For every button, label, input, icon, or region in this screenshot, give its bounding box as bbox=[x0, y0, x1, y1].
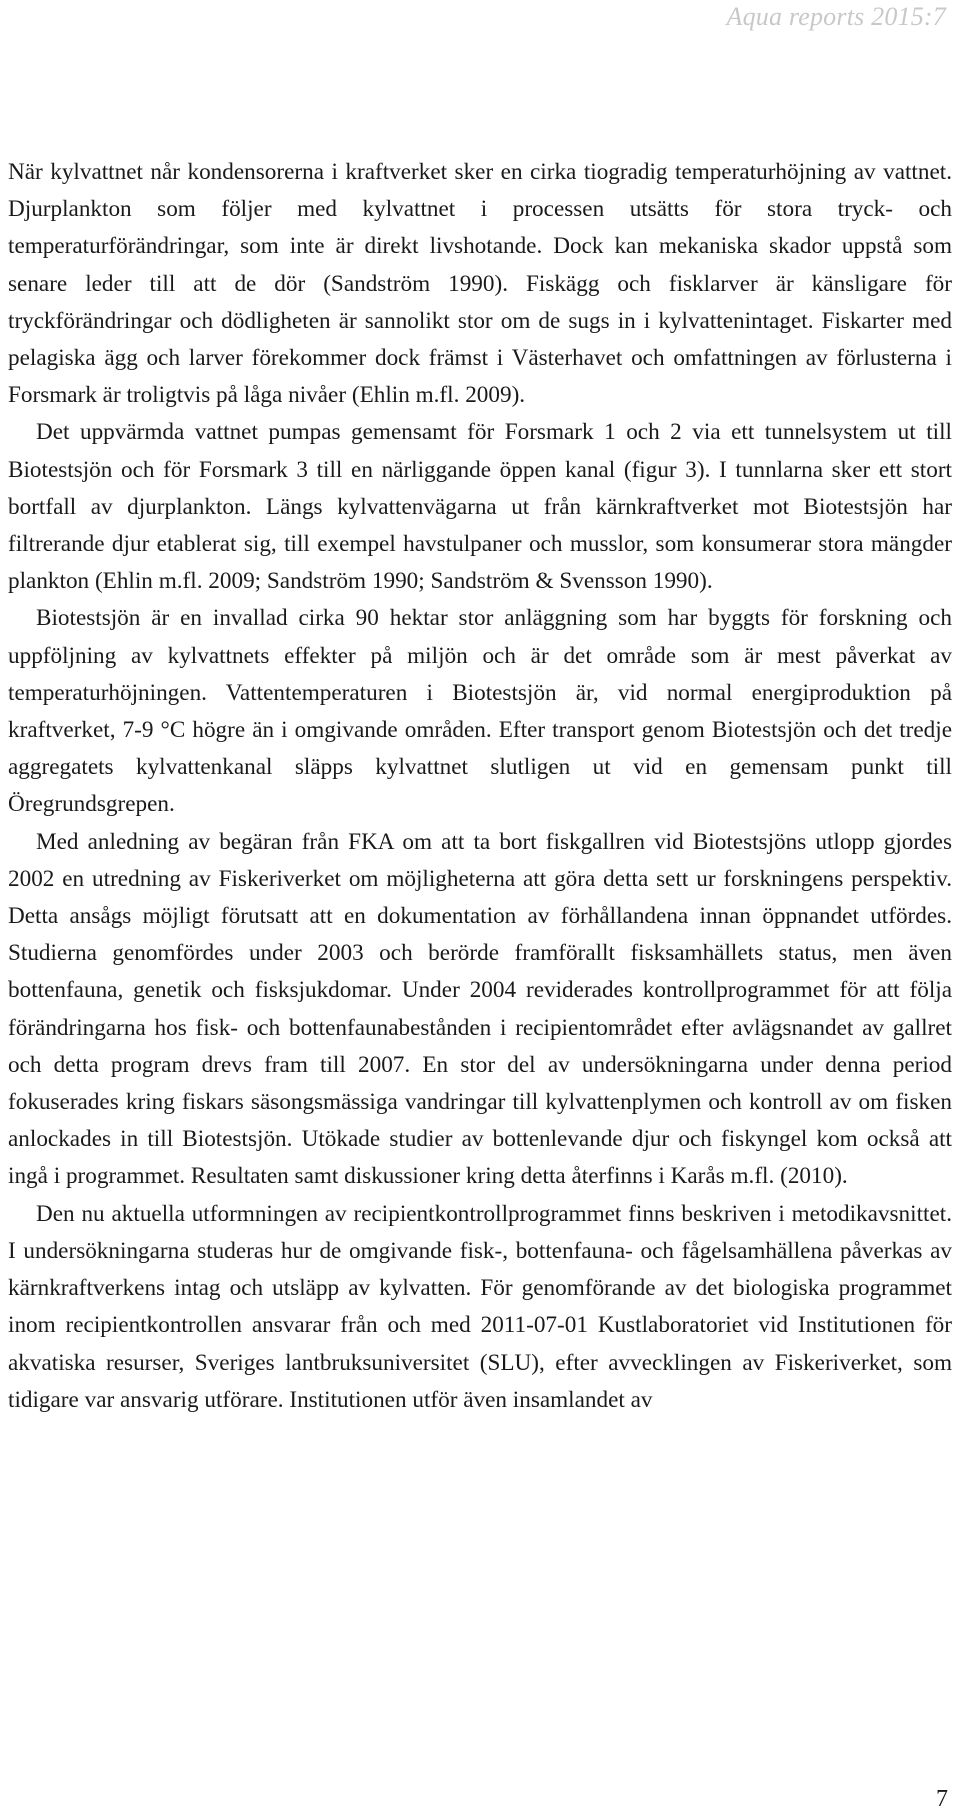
paragraph: När kylvattnet når kondensorerna i kraftverket sker en cirka tiogradig temperaturhöjning av vattnet. Djurplankton som följer med kylvattnet i processen utsätts för stora tryck- och temperaturförändringar, som inte är direkt livshotande. Dock kan mekaniska skador uppstå som senare leder till att de dör (Sandström 1990). Fiskägg och fisklarver är känsligare för tryckförändringar och dödligheten är sannolikt stor om de sugs in i kylvattenintaget. Fiskarter med pelagiska ägg och larver förekommer dock främst i Västerhavet och omfattningen av förlusterna i Forsmark är troligtvis på låga nivåer (Ehlin m.fl. 2009). bbox=[8, 159, 952, 409]
paragraph: Biotestsjön är en invallad cirka 90 hektar stor anläggning som har byggts för forskning och uppföljning av kylvattnets effekter på miljön och är det område som är mest påverkat av temperaturhöjningen. Vattentemperaturen i Biotestsjön är, vid normal energiproduktion på kraftverket, 7-9 °C högre än i omgivande områden. Efter transport genom Biotestsjön och det tredje aggregatets kylvattenkanal släpps kylvattnet slutligen ut vid en gemensam punkt till Öregrundsgrepen. bbox=[8, 605, 952, 818]
paragraph: Den nu aktuella utformningen av recipientkontrollprogrammet finns beskriven i metodikavsnittet. I undersökningarna studeras hur de omgivande fisk-, bottenfauna- och fågelsamhällena påverkas av kärnkraftverkens intag och utsläpp av kylvatten. För genomförande av det biologiska programmet inom recipientkontrollen ansvarar från och med 2011-07-01 Kustlaboratoriet vid Institutionen för akvatiska resurser, Sveriges lantbruksuniversitet (SLU), efter avvecklingen av Fiskeriverket, som tidigare var ansvarig utförare. Institutionen utför även insamlandet av bbox=[8, 1200, 952, 1413]
page-number: 7 bbox=[936, 1786, 948, 1812]
running-header: Aqua reports 2015:7 bbox=[726, 2, 946, 31]
paragraph: Med anledning av begäran från FKA om att ta bort fiskgallren vid Biotestsjöns utlopp gjordes 2002 en utredning av Fiskeriverket om möjligheterna att göra detta sett ur forskningens perspektiv. Detta ansågs möjligt förutsatt att en dokumentation av förhållandena innan öppnandet utfördes. Studierna genomfördes under 2003 och berörde framförallt fisksamhällets status, men även bottenfauna, genetik och fisksjukdomar. Under 2004 reviderades kontrollprogrammet för att följa förändringarna hos fisk- och bottenfaunabestånden i recipientområdet efter avlägsnandet av gallret och detta program drevs fram till 2007. En stor del av undersökningarna under denna period fokuserades kring fiskars säsongsmässiga vandringar till kylvattenplymen och kontroll av om fisken anlockades in till Biotestsjön. Utökade studier av bottenlevande djur och fiskyngel kom också att ingå i programmet. Resultaten samt diskussioner kring detta återfinns i Karås m.fl. (2010). bbox=[8, 828, 952, 1190]
body-text bbox=[8, 154, 952, 1419]
paragraph: Det uppvärmda vattnet pumpas gemensamt för Forsmark 1 och 2 via ett tunnelsystem ut till Biotestsjön och för Forsmark 3 till en närliggande öppen kanal (figur 3). I tunnlarna sker ett stort bortfall av djurplankton. Längs kylvattenvägarna ut från kärnkraftverket mot Biotestsjön har filtrerande djur etablerat sig, till exempel havstulpaner och musslor, som konsumerar stora mängder plankton (Ehlin m.fl. 2009; Sandström 1990; Sandström & Svensson 1990). bbox=[8, 419, 952, 595]
